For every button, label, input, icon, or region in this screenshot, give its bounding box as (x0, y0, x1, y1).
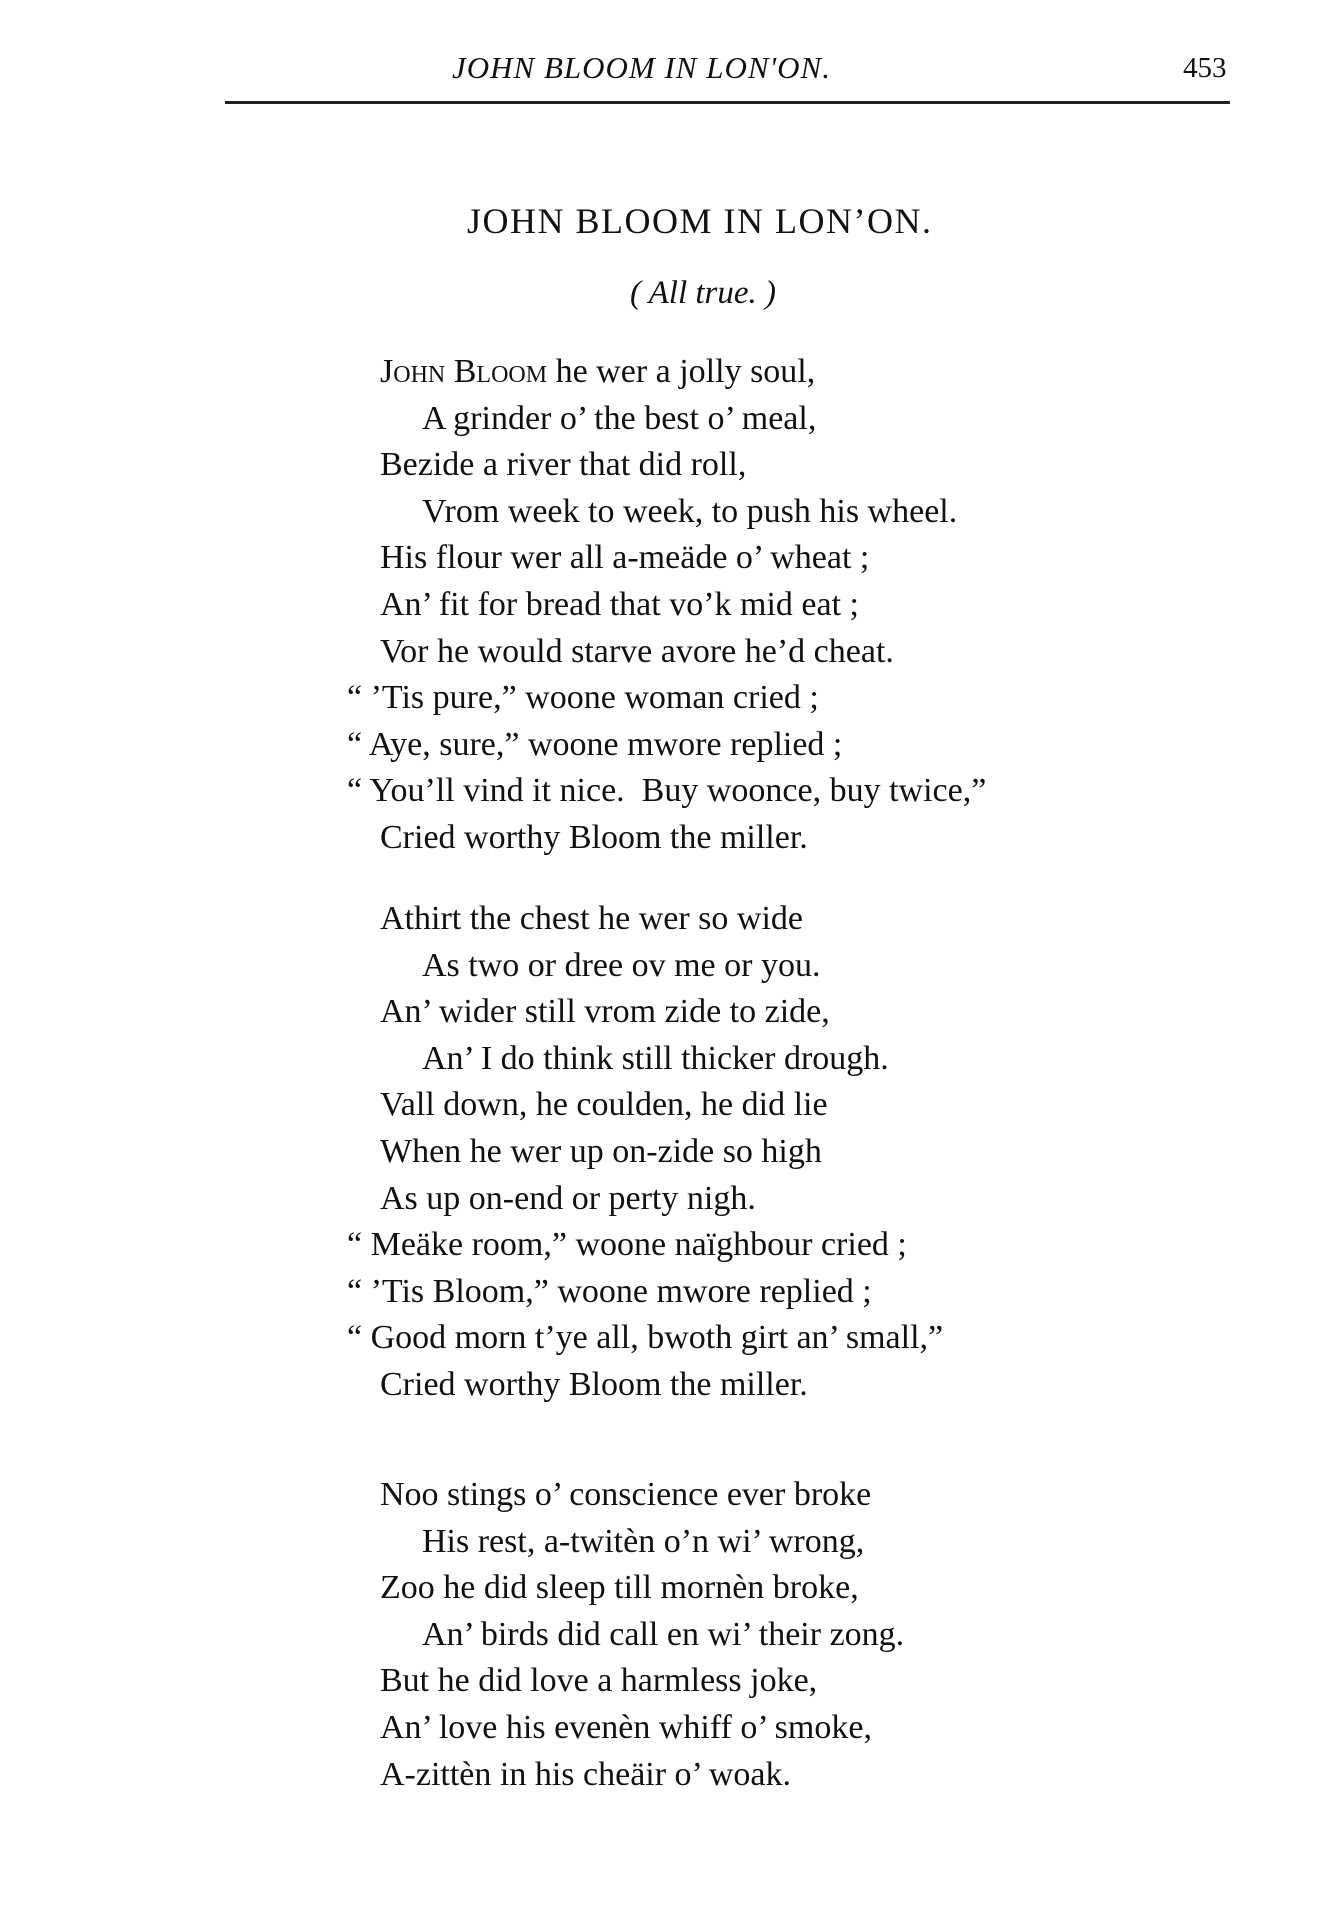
verse-line: Vor he would starve avore he’d cheat. (380, 632, 894, 670)
verse-line: An’ birds did call en wi’ their zong. (422, 1615, 905, 1653)
opening-words: John Bloom (380, 353, 548, 390)
verse-line (347, 349, 986, 396)
verse-line: An’ fit for bread that vo’k mid eat ; (380, 585, 859, 623)
verse-line: “ Meäke room,” woone naïghbour cried ; (347, 1226, 907, 1264)
verse-line: “ Good morn t’ye all, bwoth girt an’ small,” (347, 1319, 944, 1357)
verse-line: When he wer up on-zide so high (380, 1132, 822, 1170)
verse-line: An’ wider still vrom zide to zide, (380, 993, 830, 1031)
poem-title: JOHN BLOOM IN LON’ON. (467, 201, 933, 241)
stanza-2 (347, 896, 943, 1409)
verse-line: Vrom week to week, to push his wheel. (422, 492, 958, 530)
running-title: JOHN BLOOM IN LON'ON. (452, 50, 831, 85)
verse-line: “ ’Tis Bloom,” woone mwore replied ; (347, 1272, 872, 1310)
verse-line: Bezide a river that did roll, (380, 446, 747, 484)
verse-line: Zoo he did sleep till mornèn broke, (380, 1569, 859, 1607)
verse-line: A-zittèn in his cheäir o’ woak. (380, 1755, 792, 1793)
stanza-1 (347, 349, 986, 862)
verse-line: Athirt the chest he wer so wide (380, 900, 803, 937)
verse-line: “ ’Tis pure,” woone woman cried ; (347, 679, 819, 717)
verse-line-text: he wer a jolly soul, (547, 353, 816, 390)
verse-line: His rest, a-twitèn o’n wi’ wrong, (422, 1522, 865, 1560)
verse-line: Vall down, he coulden, he did lie (380, 1086, 828, 1124)
verse-line: Noo stings o’ conscience ever broke (380, 1476, 872, 1513)
verse-line: As up on-end or perty nigh. (380, 1179, 756, 1217)
verse-line: But he did love a harmless joke, (380, 1662, 818, 1700)
verse-line: “ Aye, sure,” woone mwore replied ; (347, 725, 843, 763)
verse-line: An’ I do think still thicker drough. (422, 1039, 889, 1077)
verse-line: His flour wer all a-meäde o’ wheat ; (380, 539, 870, 577)
verse-line: An’ love his evenèn whiff o’ smoke, (380, 1708, 872, 1746)
verse-line: Cried worthy Bloom the miller. (380, 818, 808, 856)
verse-line: A grinder o’ the best o’ meal, (422, 399, 817, 437)
verse-line: Cried worthy Bloom the miller. (380, 1365, 808, 1403)
page-number: 453 (1183, 52, 1227, 84)
header-rule (225, 101, 1230, 104)
verse-line: “ You’ll vind it nice. Buy woonce, buy twice,” (347, 772, 987, 810)
stanza-3 (347, 1472, 904, 1798)
poem-subtitle: ( All true. ) (630, 275, 777, 311)
verse-line: As two or dree ov me or you. (422, 946, 821, 984)
